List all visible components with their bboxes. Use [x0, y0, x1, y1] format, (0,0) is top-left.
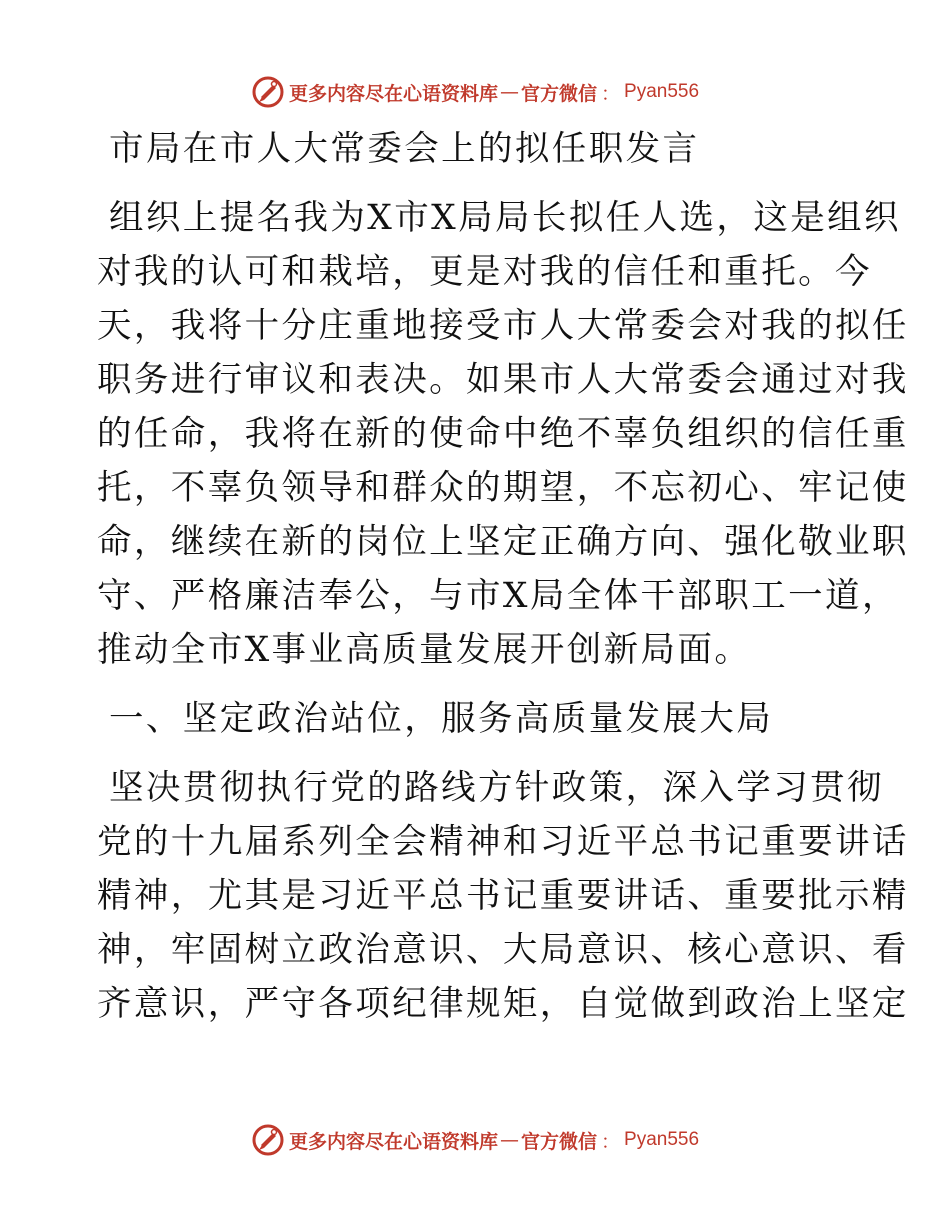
paragraph-line: 精神，尤其是习近平总书记重要讲话、重要批示精 — [97, 876, 909, 916]
paragraph-line: 神，牢固树立政治意识、大局意识、核心意识、看 — [97, 930, 909, 970]
footer-watermark — [0, 1120, 950, 1160]
watermark-brand-text: 更多内容尽在心语资料库 — [288, 82, 498, 105]
paragraph-line: 天，我将十分庄重地接受市人大常委会对我的拟任 — [97, 306, 909, 346]
watermark-wechat-id: Pyan556 — [624, 1129, 700, 1150]
paragraph-line: 托，不辜负领导和群众的期望，不忘初心、牢记使 — [97, 468, 909, 508]
watermark-brand-text: 更多内容尽在心语资料库 — [288, 1130, 498, 1153]
document-body — [97, 122, 909, 1031]
paragraph-line: 党的十九届系列全会精神和习近平总书记重要讲话 — [97, 822, 909, 862]
watermark-wechat-id: Pyan556 — [624, 81, 700, 102]
paragraph-line: 齐意识，严守各项纪律规矩，自觉做到政治上坚定 — [97, 984, 909, 1024]
header-watermark — [0, 72, 950, 112]
watermark-separator: ： — [601, 82, 621, 105]
document-title: 市局在市人大常委会上的拟任职发言 — [109, 129, 700, 169]
paragraph-line: 推动全市X事业高质量发展开创新局面。 — [97, 630, 752, 670]
paragraph-line: 守、严格廉洁奉公，与市X局全体干部职工一道， — [97, 576, 899, 616]
watermark-separator: ： — [601, 1130, 621, 1153]
watermark-dash: — — [499, 81, 519, 103]
paragraph-2 — [97, 761, 909, 1031]
brand-logo-icon — [251, 75, 285, 109]
paragraph-line: 对我的认可和栽培，更是对我的信任和重托。今 — [97, 252, 872, 292]
paragraph-line: 坚决贯彻执行党的路线方针政策，深入学习贯彻 — [109, 768, 884, 808]
paragraph-1 — [97, 191, 909, 677]
paragraph-line: 组织上提名我为X市X局局长拟任人选，这是组织 — [109, 198, 901, 238]
section-heading: 一、坚定政治站位，服务高质量发展大局 — [109, 699, 774, 739]
paragraph-line: 命，继续在新的岗位上坚定正确方向、强化敬业职 — [97, 522, 909, 562]
watermark-label: 官方微信 — [520, 82, 597, 105]
paragraph-line: 职务进行审议和表决。如果市人大常委会通过对我 — [97, 360, 909, 400]
brand-logo-icon — [251, 1123, 285, 1157]
watermark-dash: — — [499, 1129, 519, 1151]
paragraph-line: 的任命，我将在新的使命中绝不辜负组织的信任重 — [97, 414, 909, 454]
watermark-label: 官方微信 — [520, 1130, 597, 1153]
